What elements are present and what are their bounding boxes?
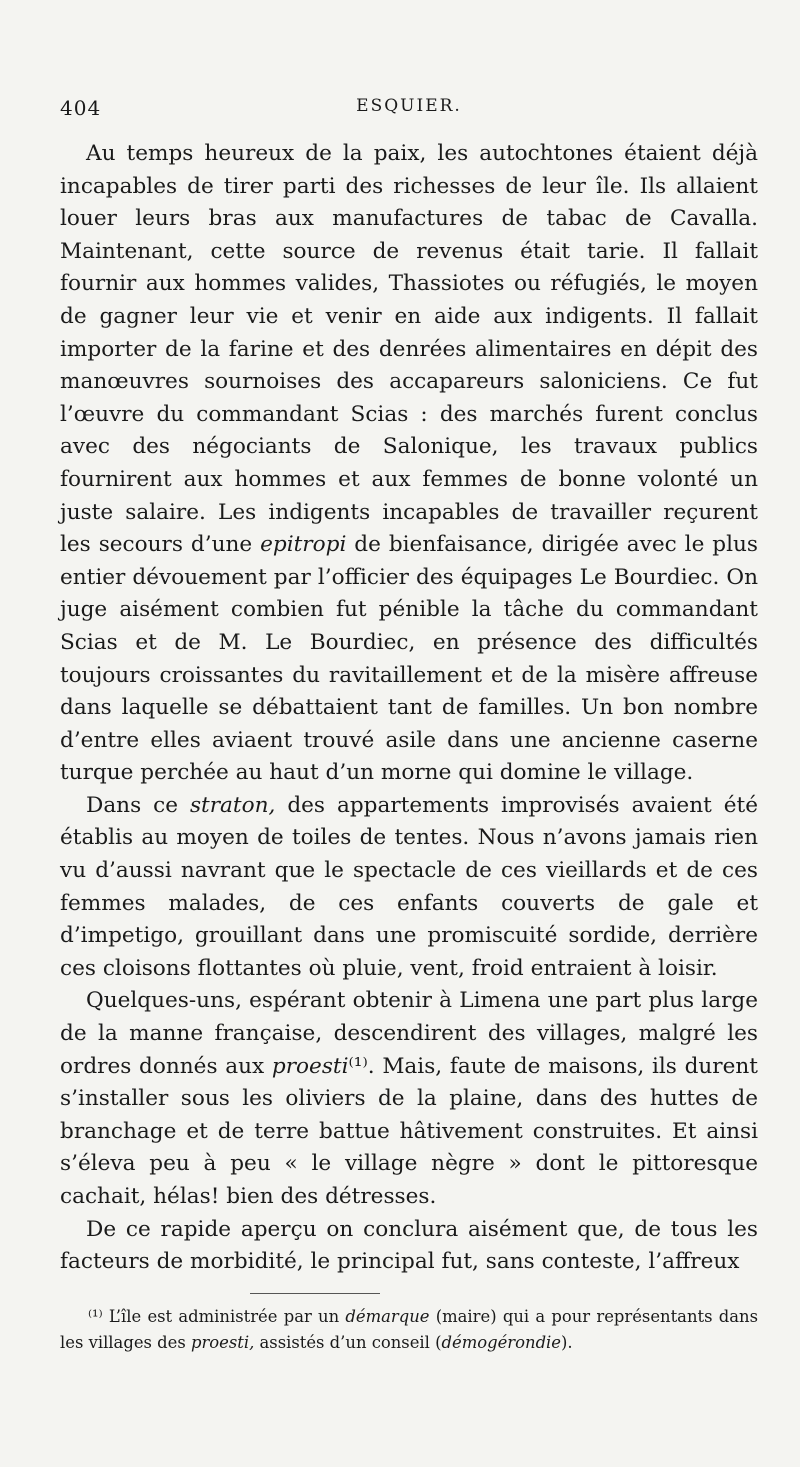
italic-term: proesti, [190, 1332, 255, 1352]
italic-term: démarque [345, 1306, 430, 1326]
body-text [60, 138, 758, 1279]
paragraph [60, 138, 758, 790]
footnote-marker: ⁽¹⁾ [348, 1053, 368, 1079]
footnote-rule [250, 1293, 380, 1294]
italic-term: epitropi [260, 532, 347, 558]
italic-term: straton, [189, 792, 276, 818]
paragraph [60, 1214, 758, 1279]
paragraph [60, 790, 758, 986]
text-segment: De ce rapide aperçu on conclura aisément que, de tous les facteurs de morbidité, le principal fut, sans conteste, l’affreux [60, 1216, 758, 1275]
text-segment: . Mais, faute de maisons, ils durent s’installer sous les oliviers de la plaine, dans des huttes de branchage et de terre battue hâtivement construites. Et ainsi s’éleva peu à peu « le village nègre » dont le pittoresque cachait, hélas! bien des détresses. [60, 1053, 758, 1209]
text-segment: assistés d’un conseil ( [254, 1332, 442, 1352]
text-segment: Au temps heureux de la paix, les autochtones étaient déjà incapables de tirer parti des richesses de leur île. Ils allaient louer leurs bras aux manufactures de tabac de Cavalla. Maintenant, cette source de revenus était tarie. Il fallait fournir aux hommes valides, Thassiotes ou réfugiés, le moyen de gagner leur vie et venir en aide aux indigents. Il fallait importer de la farine et des denrées alimentaires en dépit des manœuvres sournoises des accapareurs saloniciens. Ce fut l’œuvre du commandant Scias : des marchés furent conclus avec des négociants de Salonique, les travaux publics fournirent aux hommes et aux femmes de bonne volonté un juste salaire. Les indigents incapables de travailler reçurent les secours d’une [60, 141, 758, 558]
page-number: 404 [60, 96, 102, 120]
italic-term: proesti [271, 1053, 349, 1079]
italic-term: démogérondie [441, 1332, 562, 1352]
running-head [60, 96, 758, 130]
text-segment: (maire) qui a pour représentants dans les villages des [60, 1306, 758, 1352]
text-segment: Quelques-uns, espérant obtenir à Limena une part plus large de la manne française, descendirent des villages, malgré les ordres donnés aux [60, 988, 758, 1079]
paragraph [60, 985, 758, 1213]
running-title: ESQUIER. [356, 96, 462, 116]
text-segment: ⁽¹⁾ L’île est administrée par un [88, 1306, 346, 1326]
text-segment: Dans ce [86, 792, 190, 818]
text-segment: des appartements improvisés avaient été établis au moyen de toiles de tentes. Nous n’avons jamais rien vu d’aussi navrant que le spectacle de ces vieillards et de ces femmes malades, de ces enfants couverts de gale et d’impetigo, grouillant dans une promiscuité sordide, derrière ces cloisons flottantes où pluie, vent, froid entraient à loisir. [60, 792, 758, 981]
text-segment: de bienfaisance, dirigée avec le plus entier dévouement par l’officier des équipages Le Bourdiec. On juge aisément combien fut pénible la tâche du commandant Scias et de M. Le Bourdiec, en présence des difficultés toujours croissantes du ravitaillement et de la misère affreuse dans laquelle se débattaient tant de familles. Un bon nombre d’entre elles aviaent trouvé asile dans une ancienne caserne turque perchée au haut d’un morne qui domine le village. [60, 532, 759, 786]
text-segment: ). [561, 1332, 573, 1352]
footnote [60, 1304, 758, 1356]
